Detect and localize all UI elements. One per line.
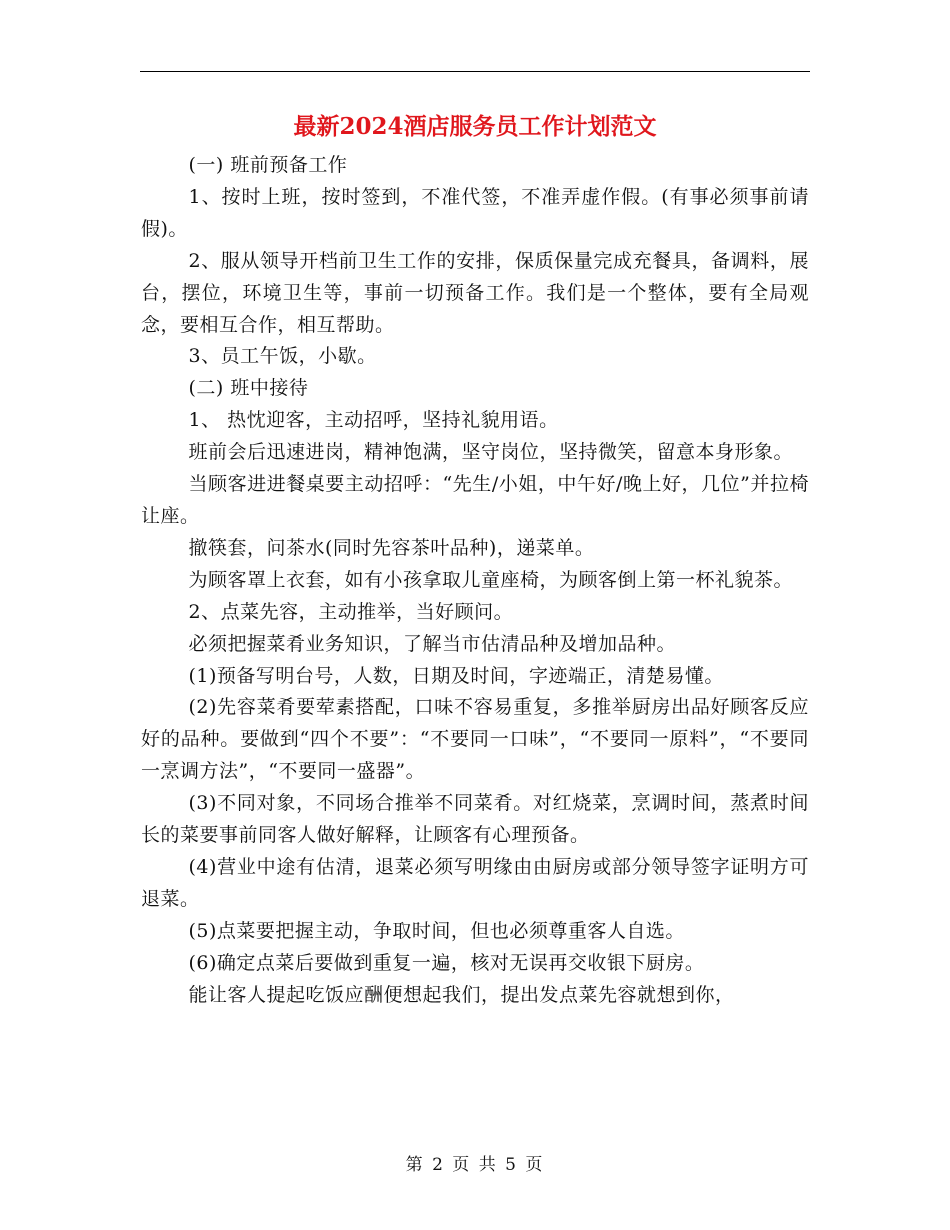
paragraph: 1、 热忱迎客，主动招呼，坚持礼貌用语。 (188, 409, 559, 432)
paragraph: (3)不同对象，不同场合推举不同菜肴。对红烧菜，烹调时间，蒸煮时间长的菜要事前同客人做好解释，让顾客有心理预备。 (141, 792, 809, 847)
paragraph: 能让客人提起吃饭应酬便想起我们，提出发点菜先容就想到你， (188, 983, 735, 1006)
paragraph: (2)先容菜肴要荤素搭配，口味不容易重复，多推举厨房出品好顾客反应好的品种。要做到“四个不要”：“不要同一口味”，“不要同一原料”，“不要同一烹调方法”，“不要同一盛器”。 (141, 696, 809, 783)
paragraph: 当顾客进进餐桌要主动招呼：“先生/小姐，中午好/晚上好，几位”并拉椅让座。 (141, 473, 809, 527)
header-rule (140, 71, 810, 72)
paragraph: 撤筷套，问茶水(同时先容茶叶品种)，递菜单。 (188, 536, 595, 559)
paragraph: 为顾客罩上衣套，如有小孩拿取儿童座椅，为顾客倒上第一杯礼貌茶。 (188, 568, 794, 591)
section-heading-pre-shift: (一) 班前预备工作 (188, 154, 348, 176)
paragraph: 必须把握菜肴业务知识，了解当市估清品种及增加品种。 (188, 632, 677, 655)
paragraph: 2、点菜先容，主动推举，当好顾问。 (188, 600, 514, 623)
paragraph: 3、员工午饭，小歇。 (188, 345, 377, 368)
paragraph: (5)点菜要把握主动，争取时间，但也必须尊重客人自选。 (188, 919, 685, 942)
paragraph: 班前会后迅速进岗，精神饱满，坚守岗位，坚持微笑，留意本身形象。 (188, 441, 794, 464)
paragraph: 2、服从领导开档前卫生工作的安排，保质保量完成充餐具，备调料，展台，摆位，环境卫生等，事前一切预备工作。我们是一个整体，要有全局观念，要相互合作，相互帮助。 (141, 249, 809, 336)
paragraph: (4)营业中途有估清，退菜必须写明缘由由厨房或部分领导签字证明方可退菜。 (141, 855, 809, 910)
paragraph: 1、按时上班，按时签到，不准代签，不准弄虚作假。(有事必须事前请假)。 (141, 185, 809, 240)
page-footer: 第 2 页 共 5 页 (405, 1155, 545, 1175)
paragraph: (1)预备写明台号，人数，日期及时间，字迹端正，清楚易懂。 (188, 664, 724, 687)
section-heading-in-shift: (二) 班中接待 (188, 377, 309, 400)
document-title: 最新2024酒店服务员工作计划范文 (293, 113, 657, 140)
document-body (141, 150, 809, 1011)
paragraph: (6)确定点菜后要做到重复一遍，核对无误再交收银下厨房。 (188, 951, 705, 974)
